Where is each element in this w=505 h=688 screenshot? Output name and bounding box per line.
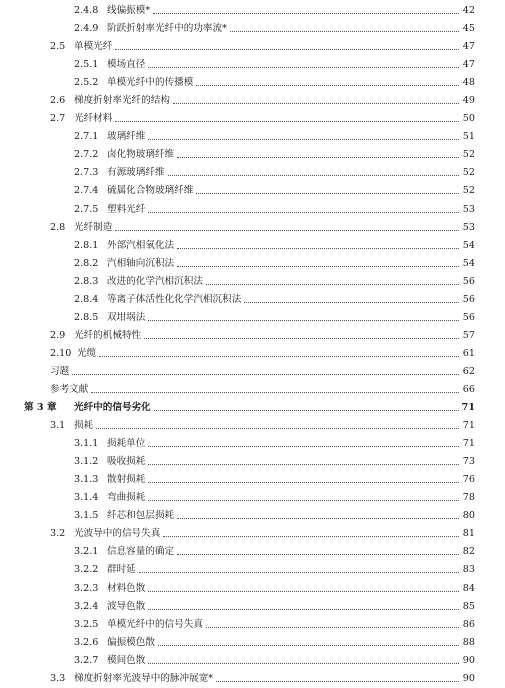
toc-dot-leader [115,230,459,231]
toc-page-number: 76 [462,474,475,486]
toc-row [0,453,505,471]
toc-row [0,381,505,399]
toc-page-number: 49 [462,95,475,107]
toc-title: 光纤材料 [74,113,113,125]
toc-page-number: 71 [462,420,475,432]
toc-title: 有源玻璃纤维 [107,167,165,179]
toc-section-number: 2.8.1 [74,239,99,251]
toc-title: 外部汽相氧化法 [107,239,175,251]
toc-dot-leader [154,410,459,411]
toc-title: 改进的化学汽相沉积法 [107,275,203,287]
toc-section-number: 2.8.2 [74,257,99,269]
toc-row [0,201,505,219]
toc-dot-leader [177,157,459,158]
toc-row [0,543,505,561]
toc-row [0,146,505,164]
toc-section-number: 2.8 [50,221,66,233]
toc-page-number: 80 [462,510,475,522]
toc-dot-leader [148,67,459,68]
toc-row [0,580,505,598]
toc-row [0,92,505,110]
toc-row [0,561,505,579]
toc-section-number: 2.9 [50,329,66,341]
toc-section-number: 3.1.3 [74,474,99,486]
toc-section-number: 2.4.8 [74,5,99,16]
toc-section-number: 3.1.5 [74,510,99,522]
toc-dot-leader [230,31,459,32]
toc-row [0,417,505,435]
toc-page-number: 42 [462,5,475,16]
toc-page-number: 56 [462,311,475,323]
toc-dot-leader [99,356,459,357]
toc-row [0,164,505,182]
toc-row [0,363,505,381]
toc-row [0,38,505,56]
toc-page-number: 52 [462,167,475,179]
toc-title: 群时延 [107,564,136,576]
toc-page-number: 57 [462,329,475,341]
toc-row [0,273,505,291]
toc-row [0,616,505,634]
toc-row [0,110,505,128]
toc-title: 习题 [50,365,70,377]
toc-title: 模间色散 [107,654,146,666]
toc-title: 梯度折射率光纤的结构 [74,95,170,107]
toc-page-number: 71 [462,438,475,450]
toc-title: 单模光纤中的信号失真 [107,618,203,630]
toc-dot-leader [216,681,459,682]
toc-page-number: 54 [462,257,475,269]
toc-title: 光纤制造 [74,221,113,233]
toc-title: 双坩埚法 [107,311,146,323]
toc-row [0,2,505,20]
toc-section-number: 3.2 [50,528,66,540]
toc-section-number: 3.1 [50,420,66,432]
toc-page-number: 88 [462,636,475,648]
toc-section-number: 2.5.1 [74,59,99,71]
toc-title: 光纤的机械特性 [74,329,142,341]
toc-title: 损耗单位 [107,438,146,450]
toc-dot-leader [72,374,459,375]
toc-title: 纤芯和包层损耗 [107,510,175,522]
toc-title: 信息容量的确定 [107,546,175,558]
toc-page-number: 78 [462,492,475,504]
toc-page-number: 45 [462,23,475,35]
toc-section-number: 3.2.6 [74,636,99,648]
toc-section-number: 2.8.3 [74,275,99,287]
toc-dot-leader [244,302,459,303]
toc-chapter-row [0,399,505,417]
toc-title: 梯度折射率光波导中的脉冲展宽* [74,672,214,684]
toc-page-number: 53 [462,203,475,215]
toc-row [0,345,505,363]
toc-section-number: 2.7.2 [74,149,99,161]
toc-title: 阶跃折射率光纤中的功率流* [107,23,227,35]
toc-dot-leader [115,121,459,122]
toc-dot-leader [158,645,459,646]
toc-row [0,20,505,38]
toc-title: 线偏振模* [107,5,151,16]
toc-page-number: 61 [462,347,475,359]
toc-row [0,291,505,309]
toc-section-number: 3.3 [50,672,66,684]
toc-dot-leader [144,338,459,339]
toc-page-number: 90 [462,672,475,684]
toc-title: 材料色散 [107,582,146,594]
table-of-contents [0,2,505,688]
toc-row [0,507,505,525]
toc-row [0,128,505,146]
toc-page-number: 86 [462,618,475,630]
toc-page-number: 84 [462,582,475,594]
toc-section-number: 3.2.1 [74,546,99,558]
toc-dot-leader [177,248,459,249]
toc-title: 损耗 [74,420,94,432]
toc-section-number: 2.7.3 [74,167,99,179]
toc-row [0,489,505,507]
toc-row [0,634,505,652]
toc-dot-leader [196,193,459,194]
toc-row [0,471,505,489]
toc-dot-leader [148,482,459,483]
toc-title: 参考文献 [50,383,89,395]
toc-title: 等离子体活性化化学汽相沉积法 [107,293,242,305]
toc-section-number: 3.2.2 [74,564,99,576]
toc-page-number: 62 [462,365,475,377]
toc-dot-leader [148,139,459,140]
toc-page-number: 66 [462,383,475,395]
toc-page-number: 56 [462,275,475,287]
toc-dot-leader [148,609,459,610]
toc-title: 汽相轴向沉积法 [107,257,175,269]
toc-dot-leader [148,212,459,213]
toc-title: 单模光纤 [74,41,113,53]
toc-dot-leader [115,49,459,50]
toc-section-number: 3.1.4 [74,492,99,504]
toc-title: 硫属化合物玻璃纤维 [107,185,194,197]
toc-row [0,435,505,453]
toc-page-number: 73 [462,456,475,468]
toc-row [0,56,505,74]
toc-row [0,598,505,616]
toc-title: 波导色散 [107,600,146,612]
toc-page-number: 71 [461,402,475,414]
toc-dot-leader [139,572,459,573]
toc-row [0,74,505,92]
toc-row [0,255,505,273]
toc-section-number: 2.7.4 [74,185,99,197]
toc-page-number: 85 [462,600,475,612]
toc-title: 卤化物玻璃纤维 [107,149,175,161]
toc-dot-leader [206,284,459,285]
toc-section-number: 3.2.3 [74,582,99,594]
toc-section-number: 2.8.5 [74,311,99,323]
toc-row [0,670,505,688]
toc-title: 单模光纤中的传播模 [107,77,194,89]
toc-dot-leader [148,464,459,465]
toc-section-number: 2.5.2 [74,77,99,89]
toc-page-number: 47 [462,41,475,53]
toc-title: 弯曲损耗 [107,492,146,504]
toc-page-number: 51 [462,131,475,143]
toc-dot-leader [173,103,459,104]
toc-page-number: 81 [462,528,475,540]
toc-page-number: 52 [462,185,475,197]
toc-section-number: 3.1.1 [74,438,99,450]
toc-section-number: 2.6 [50,95,66,107]
toc-title: 塑料光纤 [107,203,146,215]
toc-row [0,219,505,237]
toc-row [0,525,505,543]
toc-section-number: 2.7 [50,113,66,125]
toc-section-number: 2.8.4 [74,293,99,305]
toc-page-number: 47 [462,59,475,71]
toc-title: 光波导中的信号失真 [74,528,161,540]
toc-section-number: 2.5 [50,41,66,53]
toc-section-number: 2.7.1 [74,131,99,143]
toc-page-number: 53 [462,221,475,233]
toc-section-number: 第 3 章 [24,402,57,414]
toc-page-number: 82 [462,546,475,558]
toc-dot-leader [163,536,459,537]
toc-row [0,309,505,327]
toc-dot-leader [177,554,459,555]
toc-row [0,237,505,255]
toc-section-number: 3.2.5 [74,618,99,630]
toc-section-number: 3.2.4 [74,600,99,612]
toc-title: 偏振模色散 [107,636,155,648]
toc-page-number: 52 [462,149,475,161]
toc-dot-leader [168,175,459,176]
toc-page-number: 50 [462,113,475,125]
toc-dot-leader [96,428,459,429]
toc-page-number: 54 [462,239,475,251]
toc-title: 光缆 [77,347,97,359]
toc-section-number: 2.4.9 [74,23,99,35]
toc-title: 吸收损耗 [107,456,146,468]
toc-page-number: 90 [462,654,475,666]
toc-title: 散射损耗 [107,474,146,486]
toc-row [0,652,505,670]
toc-page-number: 48 [462,77,475,89]
toc-section-number: 3.1.2 [74,456,99,468]
toc-dot-leader [153,13,459,14]
toc-dot-leader [148,591,459,592]
toc-dot-leader [196,85,459,86]
toc-section-number: 2.10 [50,347,72,359]
toc-page-number: 56 [462,293,475,305]
toc-title: 模场直径 [107,59,146,71]
toc-dot-leader [148,446,459,447]
toc-title: 玻璃纤维 [107,131,146,143]
toc-dot-leader [148,500,459,501]
toc-page-number: 83 [462,564,475,576]
toc-dot-leader [148,320,459,321]
toc-title: 光纤中的信号劣化 [74,402,151,414]
toc-section-number: 3.2.7 [74,654,99,666]
toc-dot-leader [206,627,459,628]
toc-section-number: 2.7.5 [74,203,99,215]
toc-dot-leader [91,392,459,393]
toc-dot-leader [177,266,459,267]
toc-dot-leader [177,518,459,519]
toc-row [0,327,505,345]
toc-row [0,182,505,200]
toc-dot-leader [148,663,459,664]
